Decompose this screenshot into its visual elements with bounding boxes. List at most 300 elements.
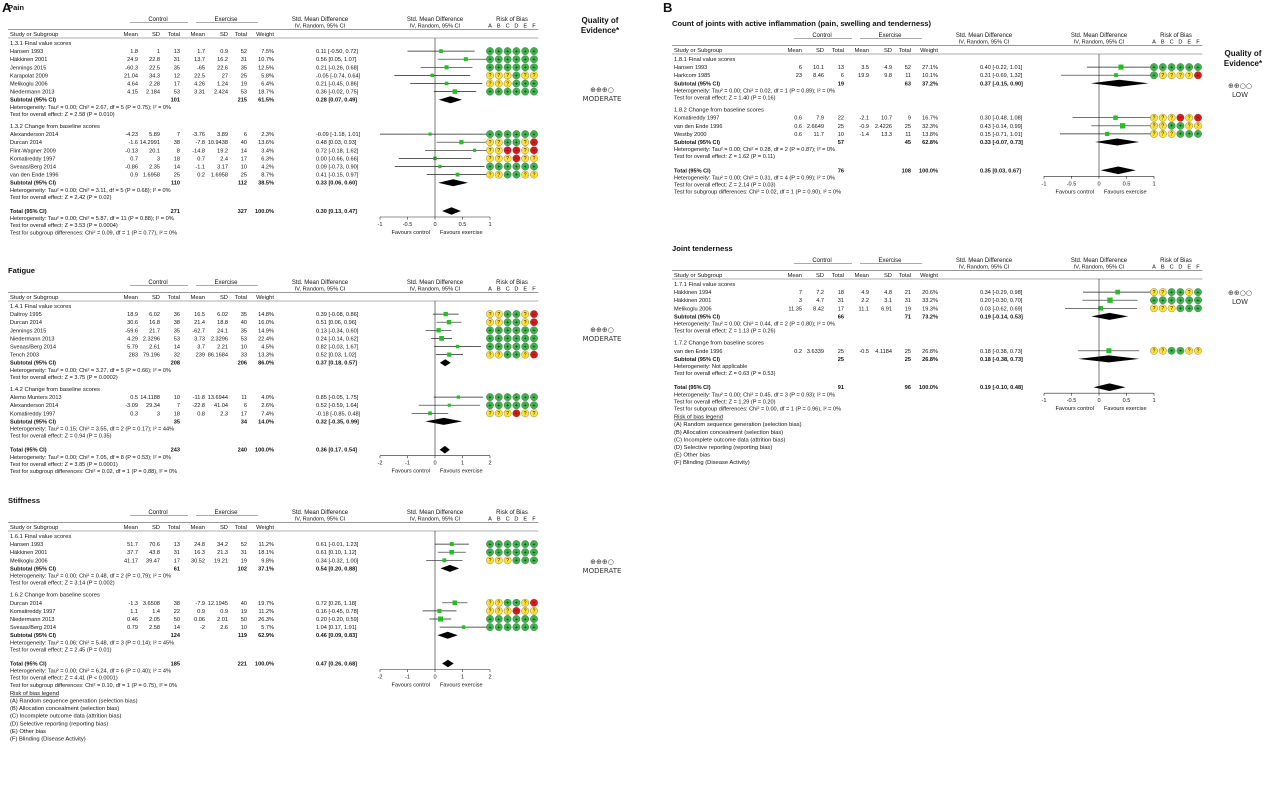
exercise-mean: 0.2 <box>197 172 205 179</box>
control-total: 25 <box>173 172 180 179</box>
risk-of-bias-symbol: ? <box>1187 73 1191 79</box>
risk-of-bias-symbol: + <box>523 164 527 171</box>
numeric-column-header: SD <box>883 273 892 279</box>
control-mean: 41.17 <box>124 558 138 565</box>
numeric-column-header: SD <box>151 32 160 38</box>
control-mean: 5.79 <box>127 344 138 351</box>
risk-of-bias-symbol: ? <box>488 73 492 80</box>
risk-of-bias-symbol: + <box>497 394 501 401</box>
study-weight: 12.5% <box>258 65 274 72</box>
risk-of-bias-symbol: + <box>532 344 536 351</box>
study-effect-ci: 0.13 [-0.34, 0.60] <box>316 328 359 335</box>
study-effect-ci: 0.20 [-0.20, 0.59] <box>316 617 359 623</box>
rob-column-letter: B <box>1160 264 1165 271</box>
smd-method-header: IV, Random, 95% CI <box>958 39 1010 46</box>
favours-exercise-label: Favours exercise <box>1104 406 1147 413</box>
control-mean: 7 <box>798 290 802 297</box>
subtotal-label: Subtotal (95% CI) <box>10 633 56 640</box>
quality-grade: LOW <box>1231 298 1249 306</box>
risk-of-bias-symbol: ? <box>1161 289 1165 296</box>
control-mean: 0.6 <box>794 123 802 130</box>
study-name: Daltroy 1995 <box>10 312 42 319</box>
overall-statistic-note: Test for subgroup differences: Chi² = 0.10, df = 1 (P = 0.75), I² = 0% <box>10 682 178 689</box>
risk-of-bias-symbol: + <box>532 57 536 63</box>
exercise-sd: 12.1945 <box>207 600 228 607</box>
risk-of-bias-symbol: ? <box>532 411 536 418</box>
numeric-column-header: Total <box>831 273 844 279</box>
exercise-total: 11 <box>241 395 247 402</box>
study-weight: 2.6% <box>261 403 274 410</box>
risk-of-bias-symbol: ? <box>497 148 501 155</box>
exercise-mean: 11.1 <box>858 306 869 313</box>
control-mean: 0.9 <box>130 172 138 179</box>
control-sd: 7.2 <box>816 290 824 297</box>
smd-plot-header: Std. Mean Difference <box>406 17 464 23</box>
study-weight: 18.7% <box>258 89 274 96</box>
study-weight: 6.3% <box>261 156 274 163</box>
study-effect-ci: -0.09 [-1.18, 1.01] <box>316 132 361 139</box>
subtotal-label: Subtotal (95% CI) <box>674 81 720 88</box>
rob-header: Risk of Bias <box>1160 258 1192 264</box>
subtotal-control-total: 208 <box>170 360 180 367</box>
exercise-total: 33 <box>240 352 247 359</box>
exercise-mean: -7.9 <box>195 600 205 607</box>
quality-symbols: ⊕⊕⊕○ <box>590 86 614 94</box>
risk-of-bias-symbol: ? <box>1187 115 1191 122</box>
quality-of-evidence <box>583 326 622 343</box>
x-axis-tick-label: 0 <box>433 674 437 681</box>
exercise-mean: 16.3 <box>194 550 205 557</box>
numeric-column-header: SD <box>815 48 824 54</box>
study-name: Jennings 2015 <box>10 328 47 335</box>
study-weight: 2.3% <box>261 132 274 139</box>
risk-of-bias-symbol: + <box>514 140 518 146</box>
x-axis-tick-label: -2 <box>377 674 383 681</box>
total-diamond <box>1101 167 1136 175</box>
exercise-total: 10 <box>240 625 247 632</box>
risk-of-bias-legend-item: (B) Allocation concealment (selection bias) <box>674 429 784 436</box>
exercise-sd: 1.6958 <box>210 172 228 179</box>
study-effect-ci: 0.15 [-0.71, 1.01] <box>980 131 1023 138</box>
risk-of-bias-symbol: − <box>532 311 536 318</box>
numeric-column-header: Weight <box>256 32 274 38</box>
study-weight: 4.5% <box>261 344 274 351</box>
subgroup-statistic-note: Heterogeneity: Not applicable <box>674 364 748 370</box>
control-mean: 0.6 <box>794 115 802 122</box>
study-weight: 18.1% <box>258 550 274 557</box>
study-weight: 33.2% <box>922 298 938 305</box>
risk-of-bias-symbol: + <box>506 403 510 409</box>
numeric-column-header: Total <box>234 295 247 301</box>
control-sd: 79.196 <box>142 352 160 359</box>
numeric-column-header: SD <box>219 295 228 301</box>
favours-control-label: Favours control <box>391 682 430 689</box>
risk-of-bias-symbol: + <box>1196 131 1200 138</box>
risk-of-bias-symbol: + <box>1161 298 1165 304</box>
control-sd: 3.6339 <box>806 348 824 355</box>
subtotal-weight: 37.2% <box>922 81 938 88</box>
exercise-total: 19 <box>240 608 247 615</box>
study-name: Hansen 1993 <box>674 65 708 72</box>
control-mean: 0.5 <box>130 395 138 402</box>
exercise-sd: 16.2 <box>217 57 228 64</box>
quality-grade: MODERATE <box>582 95 622 103</box>
exercise-total: 9 <box>907 115 911 122</box>
risk-of-bias-symbol: ? <box>506 73 509 80</box>
subtotal-effect-ci: 0.37 [-0.15, 0.90] <box>980 81 1023 88</box>
risk-of-bias-symbol: + <box>514 352 518 359</box>
control-mean: 0.46 <box>127 617 138 623</box>
study-name: Alexanderson 2014 <box>10 132 59 139</box>
quality-header <box>581 16 620 35</box>
subgroup-title: 1.4.1 Final value scores <box>10 304 72 310</box>
exercise-sd: 10.7 <box>881 115 892 122</box>
risk-of-bias-symbol: ? <box>488 140 492 146</box>
control-sd: 10.1 <box>813 65 824 72</box>
exercise-mean: 30.52 <box>191 558 205 565</box>
risk-of-bias-symbol: ? <box>1152 131 1156 138</box>
study-effect-ci: 0.03 [-0.62, 0.69] <box>980 306 1023 313</box>
exercise-total: 35 <box>240 328 247 335</box>
rob-column-letter: A <box>488 286 492 293</box>
exercise-mean: 3.73 <box>194 336 205 343</box>
rob-column-letter: E <box>523 23 528 30</box>
study-effect-ci: 0.24 [-0.14, 0.62] <box>316 336 359 343</box>
risk-of-bias-symbol: − <box>514 608 518 615</box>
control-header: Control <box>148 280 168 286</box>
control-mean: 0.2 <box>794 348 802 355</box>
control-mean: 283 <box>128 352 138 359</box>
control-total: 36 <box>173 312 180 319</box>
study-point <box>445 82 449 86</box>
exercise-mean: 21.4 <box>194 320 205 327</box>
exercise-mean: 13.7 <box>194 57 205 64</box>
exercise-total: 40 <box>240 140 247 147</box>
control-sd: 4.7 <box>816 298 824 305</box>
numeric-column-header: Mean <box>787 273 802 279</box>
risk-of-bias-symbol: + <box>523 558 527 565</box>
risk-of-bias-symbol: + <box>532 550 536 556</box>
risk-of-bias-symbol: ? <box>523 172 527 179</box>
smd-method-header: IV, Random, 95% CI <box>294 286 346 293</box>
risk-of-bias-symbol: + <box>1178 131 1182 138</box>
study-name: Tench 2003 <box>10 352 39 359</box>
subtotal-effect-ci: 0.46 [0.09, 0.83] <box>316 633 358 640</box>
quality-of-evidence <box>583 86 622 103</box>
subgroup-statistic-note: Test for overall effect: Z = 1.62 (P = 0.11) <box>674 154 776 161</box>
risk-of-bias-symbol: ? <box>1152 306 1156 313</box>
study-name: Flint-Wagner 2009 <box>10 148 56 155</box>
study-weight: 11.2% <box>258 542 274 549</box>
quality-of-evidence <box>1228 289 1252 306</box>
study-point <box>1115 290 1120 295</box>
risk-of-bias-symbol: + <box>523 57 527 63</box>
study-name: van den Ende 1996 <box>674 348 723 355</box>
risk-of-bias-symbol: + <box>514 65 518 72</box>
total-effect-ci: 0.35 [0.03, 0.67] <box>980 168 1022 175</box>
exercise-total: 35 <box>240 65 247 72</box>
risk-of-bias-symbol: + <box>514 311 518 318</box>
study-name: Komatireddy 1997 <box>10 411 56 418</box>
control-sd: 2.35 <box>149 164 160 171</box>
exercise-sd: 13.3 <box>881 131 892 138</box>
risk-of-bias-symbol: ? <box>506 558 509 565</box>
risk-of-bias-symbol: − <box>506 148 510 155</box>
study-point <box>473 149 476 152</box>
favours-control-label: Favours control <box>391 230 430 236</box>
study-name: Durcan 2014 <box>10 600 43 607</box>
risk-of-bias-symbol: + <box>506 550 510 556</box>
exercise-mean: -65 <box>196 65 205 72</box>
overall-statistic-note: Heterogeneity: Tau² = 0.00; Chi² = 5.87, df = 11 (P = 0.88); I² = 0% <box>10 216 174 223</box>
rob-column-letter: F <box>532 286 536 293</box>
risk-of-bias-symbol: + <box>514 81 518 88</box>
risk-of-bias-symbol: + <box>532 558 536 565</box>
risk-of-bias-symbol: ? <box>1152 348 1156 355</box>
risk-of-bias-symbol: + <box>514 320 518 326</box>
risk-of-bias-symbol: + <box>514 558 518 565</box>
subtotal-control-total: 57 <box>837 140 844 146</box>
risk-of-bias-symbol: ? <box>506 608 509 615</box>
exercise-sd: 27 <box>221 73 228 80</box>
control-total: 53 <box>173 89 180 96</box>
quality-symbols: ⊕⊕⊕○ <box>590 558 614 566</box>
study-point <box>457 395 460 398</box>
risk-of-bias-symbol: + <box>488 336 492 343</box>
risk-of-bias-legend-item: (D) Selective reporting (reporting bias) <box>674 445 773 451</box>
control-mean: 1.1 <box>130 608 138 615</box>
control-total: 18 <box>173 156 180 163</box>
exercise-mean: 4.26 <box>194 81 205 88</box>
control-total: 8 <box>176 148 180 155</box>
subtotal-effect-ci: 0.37 [0.18, 0.57] <box>316 360 358 367</box>
exercise-sd: 13.6944 <box>207 395 228 402</box>
exercise-sd: 19.2 <box>217 148 228 155</box>
x-axis-tick-label: 0.5 <box>1122 398 1131 405</box>
favours-control-label: Favours control <box>1055 406 1094 413</box>
risk-of-bias-symbol: + <box>1170 348 1174 355</box>
control-total: 22 <box>837 115 844 122</box>
favours-exercise-label: Favours exercise <box>440 230 483 236</box>
study-point <box>444 65 448 69</box>
control-mean: 0.3 <box>130 411 138 418</box>
risk-of-bias-symbol: ? <box>497 81 501 88</box>
exercise-sd: 2.3296 <box>210 336 228 343</box>
risk-of-bias-symbol: + <box>488 48 492 55</box>
study-effect-ci: 0.82 [-0.03, 1.67] <box>316 344 359 351</box>
risk-of-bias-symbol: ? <box>523 156 527 163</box>
numeric-column-header: Total <box>234 525 247 531</box>
risk-of-bias-symbol: + <box>506 616 510 623</box>
exercise-mean: 16.5 <box>194 312 205 319</box>
exercise-mean: 1.7 <box>197 49 205 56</box>
risk-of-bias-symbol: + <box>488 131 492 138</box>
control-mean: 1.8 <box>130 49 138 56</box>
control-sd: 70.6 <box>149 542 160 549</box>
rob-column-letter: D <box>514 516 519 523</box>
rob-column-letter: D <box>1178 264 1183 271</box>
control-sd: 39.47 <box>146 558 160 565</box>
risk-of-bias-symbol: + <box>506 164 510 171</box>
x-axis-tick-label: 2 <box>488 674 492 681</box>
risk-of-bias-symbol: + <box>532 336 536 343</box>
control-total: 14 <box>173 344 180 351</box>
section-title: Fatigue <box>8 266 36 275</box>
study-name: Häkkinen 2001 <box>674 298 712 305</box>
quality-of-evidence <box>1228 82 1252 99</box>
exercise-total: 53 <box>240 89 247 96</box>
subtotal-weight: 62.8% <box>922 140 938 146</box>
total-effect-ci: 0.30 [0.13, 0.47] <box>316 209 358 215</box>
control-sd: 11.7 <box>813 131 824 138</box>
control-sd: 2.61 <box>149 344 160 351</box>
risk-of-bias-symbol: + <box>497 624 501 631</box>
smd-method-header: IV, Random, 95% CI <box>294 23 346 30</box>
total-diamond <box>440 446 450 454</box>
study-weight: 27.1% <box>922 65 938 72</box>
control-mean: -0.86 <box>125 164 138 171</box>
risk-of-bias-symbol: + <box>488 541 492 548</box>
risk-of-bias-symbol: ? <box>1170 115 1173 122</box>
subgroup-statistic-note: Test for overall effect: Z = 0.63 (P = 0.53) <box>674 371 776 378</box>
risk-of-bias-symbol: + <box>488 328 492 335</box>
risk-of-bias-symbol: + <box>497 57 501 63</box>
risk-of-bias-legend-item: (C) Incomplete outcome data (attrition bias) <box>674 437 786 444</box>
study-point <box>456 345 459 348</box>
risk-of-bias-symbol: + <box>523 403 527 409</box>
study-point <box>438 616 443 621</box>
subtotal-exercise-total: 71 <box>904 314 911 321</box>
x-axis-tick-label: 0 <box>433 222 437 228</box>
exercise-total: 6 <box>243 403 247 410</box>
risk-of-bias-symbol: ? <box>488 608 492 615</box>
smd-plot-header: Std. Mean Difference <box>1070 33 1128 39</box>
exercise-mean: -3.76 <box>192 132 205 139</box>
risk-of-bias-symbol: ? <box>523 600 527 607</box>
risk-of-bias-symbol: + <box>1170 64 1174 71</box>
subgroup-title: 1.7.2 Change from baseline scores <box>674 340 764 347</box>
exercise-mean: -0.9 <box>859 123 869 130</box>
study-name: Melikoglu 2006 <box>674 306 712 313</box>
subtotal-diamond <box>438 179 468 186</box>
x-axis-tick-label: -1 <box>405 460 410 467</box>
risk-of-bias-symbol: ? <box>523 411 527 418</box>
total-effect-ci: 0.19 [-0.10, 0.48] <box>980 385 1023 392</box>
exercise-total: 31 <box>240 57 247 64</box>
smd-plot-header: Std. Mean Difference <box>1070 258 1128 264</box>
study-weight: 32.3% <box>922 123 938 130</box>
study-weight: 7.5% <box>261 49 274 56</box>
exercise-mean: -2.1 <box>859 115 869 122</box>
risk-of-bias-symbol: + <box>532 164 536 171</box>
risk-of-bias-symbol: ? <box>1187 289 1191 296</box>
smd-plot-method-header: IV, Random, 95% CI <box>1073 39 1125 46</box>
control-sd: 5.89 <box>149 132 160 139</box>
risk-of-bias-symbol: + <box>514 403 518 409</box>
risk-of-bias-symbol: + <box>1196 306 1200 313</box>
section-title: Joint tenderness <box>672 244 733 253</box>
study-effect-ci: 0.20 [-0.30, 0.70] <box>980 298 1023 305</box>
subtotal-diamond <box>1078 355 1139 362</box>
study-weight: 13.3% <box>258 352 274 359</box>
risk-of-bias-symbol: ? <box>497 352 501 359</box>
exercise-sd: 1.24 <box>217 81 228 88</box>
risk-of-bias-symbol: ? <box>1161 306 1165 313</box>
risk-of-bias-legend-item: (E) Other bias <box>10 728 47 735</box>
risk-of-bias-symbol: + <box>497 164 501 171</box>
overall-statistic-note: Test for overall effect: Z = 2.14 (P = 0.03) <box>674 182 776 189</box>
risk-of-bias-symbol: ? <box>488 411 492 418</box>
risk-of-bias-symbol: ? <box>497 608 501 615</box>
control-total: 17 <box>837 306 844 313</box>
quality-of-evidence <box>583 558 622 575</box>
risk-of-bias-symbol: ? <box>497 172 501 179</box>
control-sd: 1 <box>156 49 160 56</box>
subgroup-statistic-note: Test for overall effect: Z = 2.58 (P = 0.010) <box>10 111 115 118</box>
total-control: 76 <box>837 168 844 175</box>
study-point <box>439 49 443 53</box>
exercise-total: 40 <box>240 600 247 607</box>
control-mean: 24.9 <box>127 57 138 64</box>
risk-of-bias-symbol: ? <box>1196 348 1200 355</box>
risk-of-bias-symbol: + <box>1187 306 1191 313</box>
risk-of-bias-legend-item: (B) Allocation concealment (selection bias) <box>10 706 120 713</box>
section-title: Stiffness <box>8 496 41 505</box>
exercise-sd: 2.4226 <box>874 123 892 130</box>
exercise-sd: 2.01 <box>217 617 228 623</box>
subtotal-label: Subtotal (95% CI) <box>10 97 56 104</box>
exercise-sd: 3.1 <box>884 298 892 305</box>
study-name: Durcan 2014 <box>10 140 43 147</box>
rob-column-letter: F <box>532 516 536 523</box>
exercise-header: Exercise <box>214 17 238 23</box>
study-weight: 10.1% <box>922 73 938 80</box>
control-sd: 2.184 <box>146 89 160 96</box>
risk-of-bias-symbol: + <box>532 403 536 409</box>
study-point <box>1120 123 1125 128</box>
risk-of-bias-symbol: + <box>506 131 510 138</box>
subgroup-statistic-note: Test for overall effect: Z = 3.14 (P = 0.002) <box>10 580 115 587</box>
risk-of-bias-symbol: + <box>514 328 518 335</box>
study-point <box>430 74 434 78</box>
study-weight: 26.8% <box>922 348 938 355</box>
study-effect-ci: 0.31 [-0.69, 1.32] <box>980 73 1023 80</box>
subtotal-weight: 61.5% <box>258 97 274 104</box>
exercise-mean: 3.31 <box>194 89 205 96</box>
risk-of-bias-symbol: + <box>506 600 510 607</box>
risk-of-bias-symbol: ? <box>1170 306 1173 313</box>
risk-of-bias-symbol: + <box>514 616 518 623</box>
quality-header-line: Quality of <box>581 16 619 25</box>
smd-header: Std. Mean Difference <box>955 258 1013 264</box>
control-sd: 20.1 <box>149 148 160 155</box>
risk-of-bias-symbol: + <box>488 403 492 409</box>
rob-column-letter: F <box>532 23 536 30</box>
study-name: Häkkinen 1994 <box>674 290 712 297</box>
risk-of-bias-symbol: + <box>497 65 501 72</box>
smd-plot-method-header: IV, Random, 95% CI <box>1073 264 1125 271</box>
subtotal-label: Subtotal (95% CI) <box>10 360 56 367</box>
risk-of-bias-legend-item: (A) Random sequence generation (selection bias) <box>674 422 802 429</box>
exercise-sd: 4.8 <box>884 290 892 297</box>
subtotal-diamond <box>437 632 457 639</box>
risk-of-bias-symbol: + <box>523 344 527 351</box>
control-total: 7 <box>176 132 180 139</box>
study-effect-ci: 0.51 [0.06, 0.96] <box>316 320 357 327</box>
exercise-sd: 2.3 <box>220 411 228 418</box>
exercise-sd: 3.17 <box>217 164 228 171</box>
control-total: 13 <box>173 542 180 549</box>
